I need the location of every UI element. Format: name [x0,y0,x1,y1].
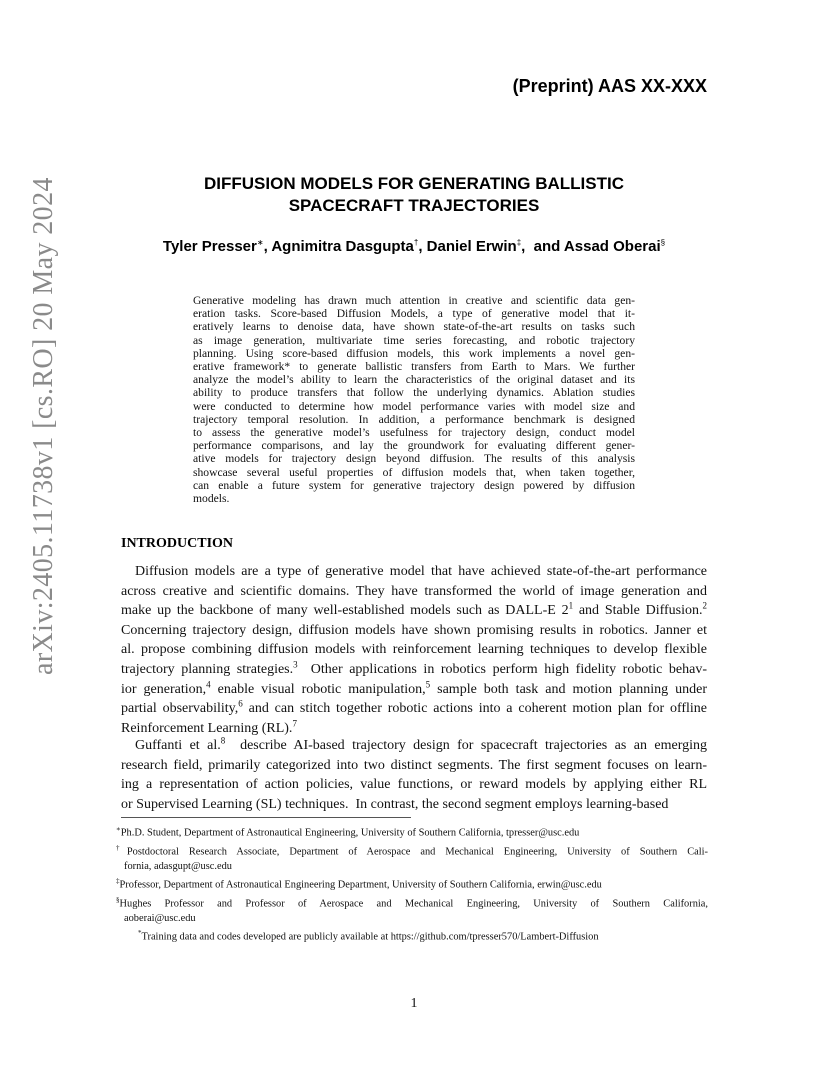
paragraph-line [121,756,707,776]
footnote-text: Hughes Professor and Professor of Aerospace and Mechanical Engineering, University of Southern California, [119,898,708,910]
citation-superscript: 5 [425,678,431,689]
title-line-2: SPACECRAFT TRAJECTORIES [288,196,540,215]
arxiv-identifier: arXiv:2405.11738v1 [cs.RO] 20 May 2024 [28,177,59,675]
footnote-mark: ∗ [116,825,121,833]
footnote-text: Training data and codes developed are publicly available at https://github.com/tpresser570/Lambert-Diffusion [141,931,599,943]
text-run: and can stitch together robotic actions into a coherent motion plan for offline [242,701,708,717]
abstract-line: as image generation, multivariate time series forecasting, and robotic trajectory [193,333,635,347]
paragraph-line [121,795,707,815]
footnote-text: aoberai@usc.edu [124,912,196,924]
introduction-paragraph-2 [121,736,707,814]
citation-superscript: 1 [568,600,574,611]
text-run: Other applications in robotics perform high fidelity robotic behav- [297,661,707,677]
text-run: Diffusion models are a type of generative model that have achieved state-of-the-art performance [135,564,707,579]
page-number: 1 [410,996,418,1011]
abstract-line: ability to produce transfers that follow the underlying dynamics. Ablation studies [193,386,635,400]
abstract-line: can enable a future system for generative trajectory design powered by diffusion [193,478,635,492]
arxiv-side-stamp [22,177,59,675]
text-run: ing a representation of action policies, value functions, or reward models by applying either RL [121,777,707,793]
author-name: Daniel Erwin [426,238,517,255]
text-run: make up the backbone of many well-established models such as DALL-E 2 [121,603,569,619]
author-name: Agnimitra Dasgupta [271,238,414,255]
text-run: al. propose combining diffusion models with reinforcement learning techniques to develop flexible [121,642,707,658]
footnote-mark: * [138,929,142,938]
abstract-line: eration tasks. Score-based Diffusion Models, a type of generative model that it- [193,307,635,321]
paragraph-line [121,660,707,680]
text-run: across creative and scientific domains. They have transformed the world of image generation and [121,583,707,599]
citation-superscript: 2 [702,600,708,611]
text-run: sample both task and motion planning under [430,681,707,697]
text-run: enable visual robotic manipulation, [210,681,426,697]
data-availability-footnote [116,926,708,945]
abstract-line: eratively learns to denoise data, have shown state-of-the-art results on tasks such [193,320,635,334]
footnote-line [116,912,708,926]
abstract-line: erative framework* to generate ballistic transfers from Earth to Mars. We further [193,360,635,374]
footnote-text: fornia, adasgupt@usc.edu [124,860,232,872]
text-run: trajectory planning strategies. [121,661,294,677]
footnotes [116,822,708,945]
citation-superscript: 3 [293,659,298,670]
text-run: partial observability, [121,701,239,717]
footnote-text: Postdoctoral Research Associate, Department of Aerospace and Mechanical Engineering, University of Southern Cali- [126,846,708,858]
paragraph-line [121,680,707,700]
text-run: Concerning trajectory design, diffusion models have shown promising results in robotics. Janner et [121,622,707,638]
abstract-line: showcase several useful properties of diffusion models that, when taken together, [193,465,635,479]
text-run: or Supervised Learning (SL) techniques. In contrast, the second segment employs learning-based [121,796,669,812]
paragraph-line [121,775,707,795]
text-run: describe AI-based trajectory design for spacecraft trajectories as an emerging [225,738,707,753]
paragraph-line [121,601,707,621]
author-separator: , [418,238,427,255]
text-run: Guffanti et al. [135,738,221,753]
abstract-line: planning. Using score-based diffusion models, this work implements a novel gen- [193,346,635,360]
footnote-mark: § [116,896,120,905]
footnote-mark: ‡ [116,877,120,886]
author-separator: , and [521,238,564,255]
paragraph-line [121,562,707,582]
abstract-line: analyze the model’s ability to learn the characteristics of the original dataset and its [193,373,635,387]
text-run: and Stable Diffusion. [573,603,703,619]
section-heading-introduction: INTRODUCTION [121,536,234,551]
author-affiliation-mark: ‡ [516,238,522,247]
abstract-line: trajectory temporal resolution. In addition, a performance benchmark is designed [193,412,635,426]
author-affiliation-mark: ∗ [256,238,264,247]
abstract-line: Generative modeling has drawn much attention in creative and scientific data gen- [193,294,635,307]
introduction-paragraph-1 [121,562,707,738]
title-line-1: DIFFUSION MODELS FOR GENERATING BALLISTIC [204,174,624,193]
paragraph-line [121,621,707,641]
abstract-line: to assess the generative model’s usefulness for trajectory design, conduct model [193,426,635,440]
footnote-text: Ph.D. Student, Department of Astronautical Engineering, University of Southern California, tpresser@usc.edu [120,827,580,839]
paragraph-line [121,699,707,719]
author-affiliation-mark: § [660,238,666,247]
footnote-line [116,874,708,893]
footnote-line [116,822,708,841]
author-list [120,238,708,255]
abstract-line: ative models for trajectory design beyond diffusion. The results of this analysis [193,452,635,466]
text-run: ior generation, [121,681,207,697]
author-affiliation-mark: † [413,238,419,247]
footnote-mark: † [116,843,127,852]
text-run: research field, primarily categorized into two distinct segments. The first segment focuses on learn- [121,757,707,773]
abstract-line: models. [193,492,230,506]
paper-title [120,173,708,217]
running-header: (Preprint) AAS XX-XXX [512,76,707,96]
paragraph-line [121,640,707,660]
footnote-line [116,893,708,912]
abstract [193,294,635,505]
text-run: Reinforcement Learning (RL). [121,720,293,736]
paragraph-line [121,582,707,602]
citation-superscript: 7 [292,718,297,729]
footnote-line [116,860,708,874]
author-name: Assad Oberai [563,238,661,255]
citation-superscript: 8 [220,735,226,746]
citation-superscript: 4 [206,678,211,689]
footnote-line [116,841,708,860]
footnote-text: Professor, Department of Astronautical Engineering Department, University of Southern California, erwin@usc.edu [119,879,602,891]
author-separator: , [263,238,272,255]
abstract-line: were conducted to determine how model performance varies with model size and [193,399,635,413]
footnote-divider [121,817,411,818]
author-name: Tyler Presser [162,238,257,255]
paragraph-line [121,736,707,756]
citation-superscript: 6 [238,698,243,709]
abstract-line: performance comparisons, and lay the groundwork for evaluating different gener- [193,439,635,453]
